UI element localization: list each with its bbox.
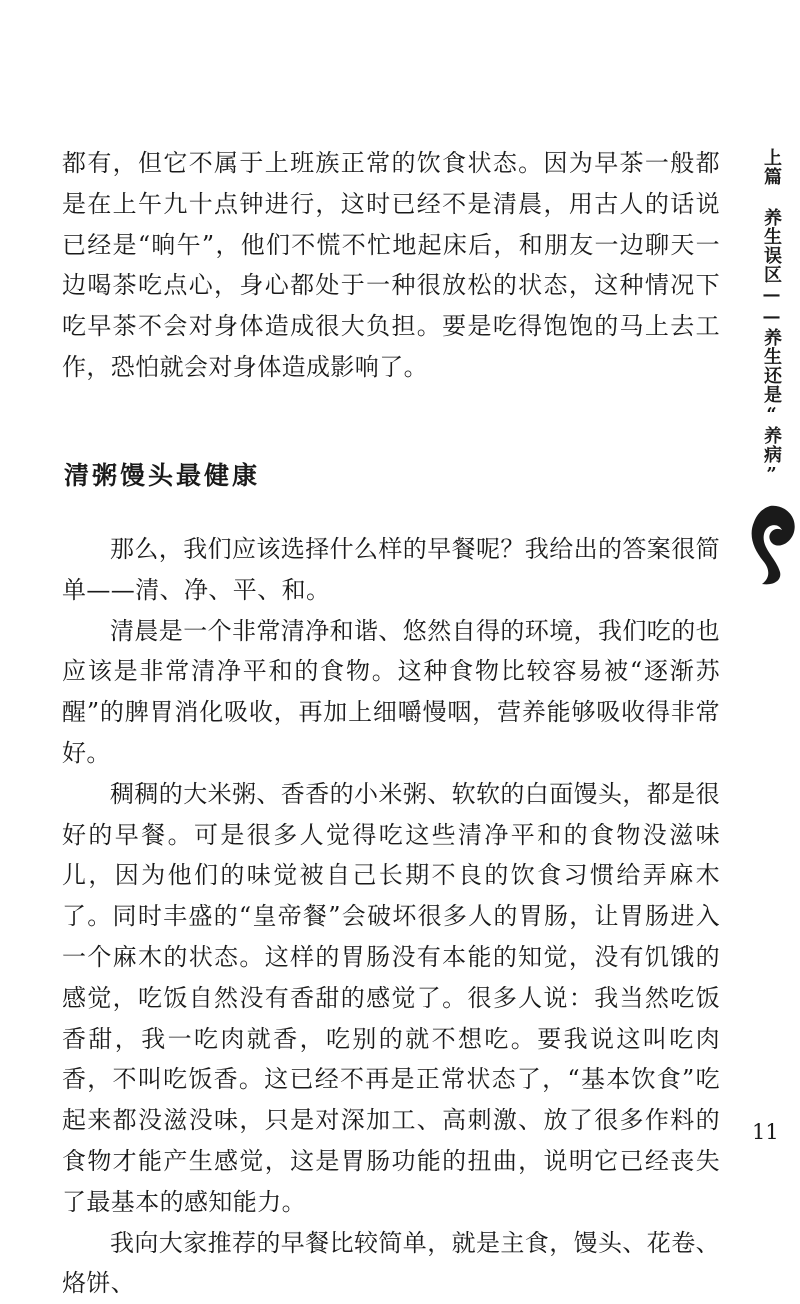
swirl-ornament-icon xyxy=(740,500,800,590)
running-header-dash: —— xyxy=(761,284,782,328)
running-header-part: 上篇 xyxy=(761,148,782,186)
page-number: 11 xyxy=(752,1120,779,1144)
body-text-top xyxy=(62,143,720,388)
running-header-subtitle: 养生还是“养病” xyxy=(761,328,782,486)
paragraph-continued: 都有，但它不属于上班族正常的饮食状态。因为早茶一般都是在上午九十点钟进行，这时已经不是清晨，用古人的话说已经是“晌午”，他们不慌不忙地起床后，和朋友一边聊天一边喝茶吃点心，身心都处于一种很放松的状态，这种情况下吃早茶不会对身体造成很大负担。要是吃得饱饱的马上去工作，恐怕就会对身体造成影响了。 xyxy=(62,149,720,381)
paragraph-3: 稠稠的大米粥、香香的小米粥、软软的白面馒头，都是很好的早餐。可是很多人觉得吃这些清净平和的食物没滋味儿，因为他们的味觉被自己长期不良的饮食习惯给弄麻木了。同时丰盛的“皇帝餐”会破坏很多人的胃肠，让胃肠进入一个麻木的状态。这样的胃肠没有本能的知觉，没有饥饿的感觉，吃饭自然没有香甜的感觉了。很多人说：我当然吃饭香甜，我一吃肉就香，吃别的就不想吃。要我说这叫吃肉香，不叫吃饭香。这已经不再是正常状态了，“基本饮食”吃起来都没滋没味，只是对深加工、高刺激、放了很多作料的食物才能产生感觉，这是胃肠功能的扭曲，说明它已经丧失了最基本的感知能力。 xyxy=(62,779,720,1216)
running-header-title: 养生误区 xyxy=(761,208,782,284)
paragraph-4: 我向大家推荐的早餐比较简单，就是主食，馒头、花卷、烙饼、 xyxy=(62,1228,720,1298)
body-text-main xyxy=(62,529,720,1304)
paragraph-2: 清晨是一个非常清净和谐、悠然自得的环境，我们吃的也应该是非常清净平和的食物。这种食物比较容易被“逐渐苏醒”的脾胃消化吸收，再加上细嚼慢咽，营养能够吸收得非常好。 xyxy=(62,616,720,767)
running-header xyxy=(758,148,784,486)
section-heading: 清粥馒头最健康 xyxy=(64,461,261,490)
paragraph-1: 那么，我们应该选择什么样的早餐呢？我给出的答案很简单——清、净、平、和。 xyxy=(62,535,720,604)
